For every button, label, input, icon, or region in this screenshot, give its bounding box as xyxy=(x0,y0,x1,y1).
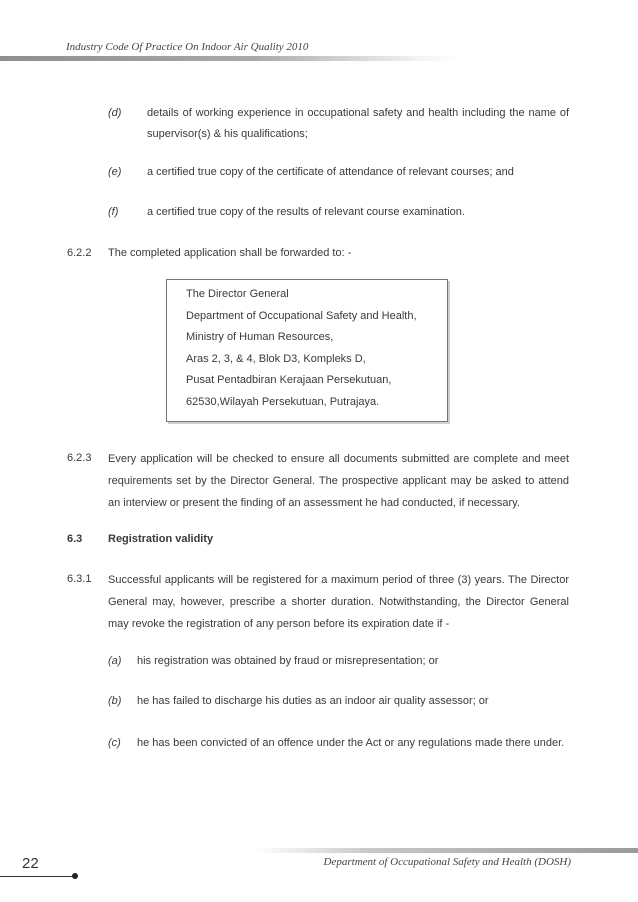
address-box xyxy=(166,279,448,422)
footer-line xyxy=(0,876,75,877)
section-6-3-1-number: 6.3.1 xyxy=(67,573,92,585)
running-header: Industry Code Of Practice On Indoor Air Quality 2010 xyxy=(66,41,309,53)
header-rule xyxy=(0,56,460,61)
sub-item-c-text: he has been convicted of an offence under the Act or any regulations made there under. xyxy=(137,737,565,749)
section-6-2-3-number: 6.2.3 xyxy=(67,452,92,464)
sub-item-c-label: (c) xyxy=(108,737,121,749)
address-line: 62530,Wilayah Persekutuan, Putrajaya. xyxy=(186,395,380,408)
item-d-label: (d) xyxy=(108,107,122,119)
item-f-text: a certified true copy of the results of relevant course examination. xyxy=(147,206,465,218)
section-6-2-2-text: The completed application shall be forwarded to: - xyxy=(108,247,352,259)
address-line: Pusat Pentadbiran Kerajaan Persekutuan, xyxy=(186,374,392,386)
item-f-label: (f) xyxy=(108,206,119,218)
sub-item-b-label: (b) xyxy=(108,695,122,707)
address-line: Ministry of Human Resources, xyxy=(186,331,334,343)
sub-item-a-text: his registration was obtained by fraud or misrepresentation; or xyxy=(137,655,439,667)
item-e-label: (e) xyxy=(108,166,122,178)
footer-rule xyxy=(255,848,638,853)
sub-item-a-label: (a) xyxy=(108,655,122,667)
section-6-2-3-text: Every application will be checked to ensure all documents submitted are complete and meet requirements set by the Director General. The prospective applicant may be asked to attend an interview or present the finding of an assessment he had conducted, if necessary. xyxy=(108,453,569,509)
address-line: The Director General xyxy=(186,288,289,300)
address-line: Department of Occupational Safety and Health, xyxy=(186,309,417,322)
page-number: 22 xyxy=(22,855,39,872)
section-6-3-number: 6.3 xyxy=(67,533,83,545)
footer-department: Department of Occupational Safety and Health (DOSH) xyxy=(323,856,571,868)
sub-item-b-text: he has failed to discharge his duties as an indoor air quality assessor; or xyxy=(137,695,489,707)
section-6-3-1-text: Successful applicants will be registered for a maximum period of three (3) years. The Director General may, however, prescribe a shorter duration. Notwithstanding, the Director General may revoke the registration of any person before its expiration date if - xyxy=(108,574,569,630)
section-6-3-title: Registration validity xyxy=(108,533,214,545)
address-line: Aras 2, 3, & 4, Blok D3, Kompleks D, xyxy=(186,352,366,365)
item-d-text: details of working experience in occupational safety and health including the name of supervisor(s) & his qualifications; xyxy=(147,107,569,140)
item-e-text: a certified true copy of the certificate of attendance of relevant courses; and xyxy=(147,166,514,178)
section-6-2-2-number: 6.2.2 xyxy=(67,247,92,259)
footer-dot xyxy=(72,873,78,879)
